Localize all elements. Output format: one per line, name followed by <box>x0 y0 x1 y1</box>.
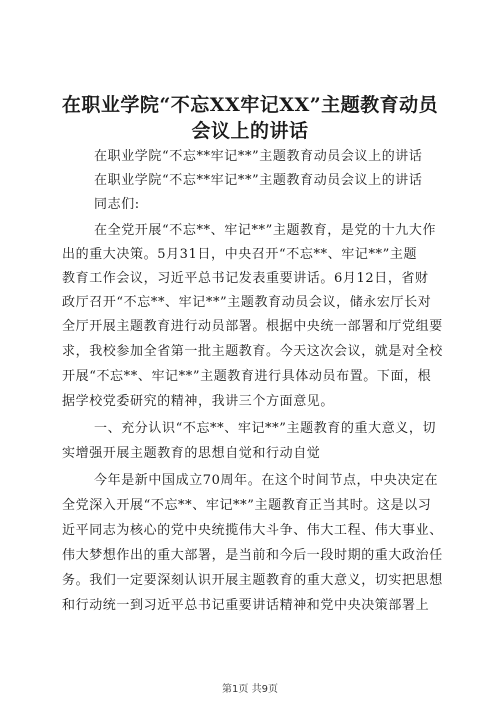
body-line: 全厅开展主题教育进行动员部署。根据中央统一部署和厅党组要 <box>62 319 443 334</box>
body-line: 务。我们一定要深刻认识开展主题教育的重大意义，切实把思想 <box>62 573 443 588</box>
body-line: 伟大梦想作出的重大部署，是当前和今后一段时期的重大政治任 <box>62 548 443 563</box>
section-heading: 一、充分认识“不忘**、牢记**”主题教育的重大意义，切 <box>94 421 437 436</box>
subtitle-line: 在职业学院“不忘**牢记**”主题教育动员会议上的讲话 <box>94 173 423 188</box>
body-line: 在全党开展“不忘**、牢记**”主题教育，是党的十九大作 <box>94 223 437 238</box>
section-heading: 实增强开展主题教育的思想自觉和行动自觉 <box>62 446 321 461</box>
body-line: 据学校党委研究的精神，我讲三个方面意见。 <box>62 394 335 409</box>
body-line: 和行动统一到习近平总书记重要讲话精神和党中央决策部署上 <box>62 598 430 613</box>
document-title-line-1: 在职业学院“不忘XX牢记XX”主题教育动员 <box>61 94 439 116</box>
body-line: 出的重大决策。5月31日，中央召开“不忘**、牢记**”主题 <box>62 247 418 262</box>
salutation: 同志们: <box>94 197 140 212</box>
body-line: 近平同志为核心的党中央统揽伟大斗争、伟大工程、伟大事业、 <box>62 523 443 538</box>
body-line: 求，我校参加全省第一批主题教育。今天这次会议，就是对全校 <box>62 344 443 359</box>
body-line: 教育工作会议，习近平总书记发表重要讲话。6月12日，省财 <box>62 271 429 286</box>
body-line: 开展“不忘**、牢记**”主题教育进行具体动员布置。下面，根 <box>62 369 432 384</box>
body-line: 全党深入开展“不忘**、牢记**”主题教育正当其时。这是以习 <box>62 498 432 513</box>
body-line: 今年是新中国成立70周年。在这个时间节点，中央决定在 <box>94 473 439 488</box>
page-footer: 第1页 共9页 <box>222 684 278 695</box>
subtitle-line: 在职业学院“不忘**牢记**”主题教育动员会议上的讲话 <box>94 149 423 164</box>
document-title-line-2: 会议上的讲话 <box>191 120 309 142</box>
body-line: 政厅召开“不忘**、牢记**”主题教育动员会议，储永宏厅长对 <box>62 295 432 310</box>
